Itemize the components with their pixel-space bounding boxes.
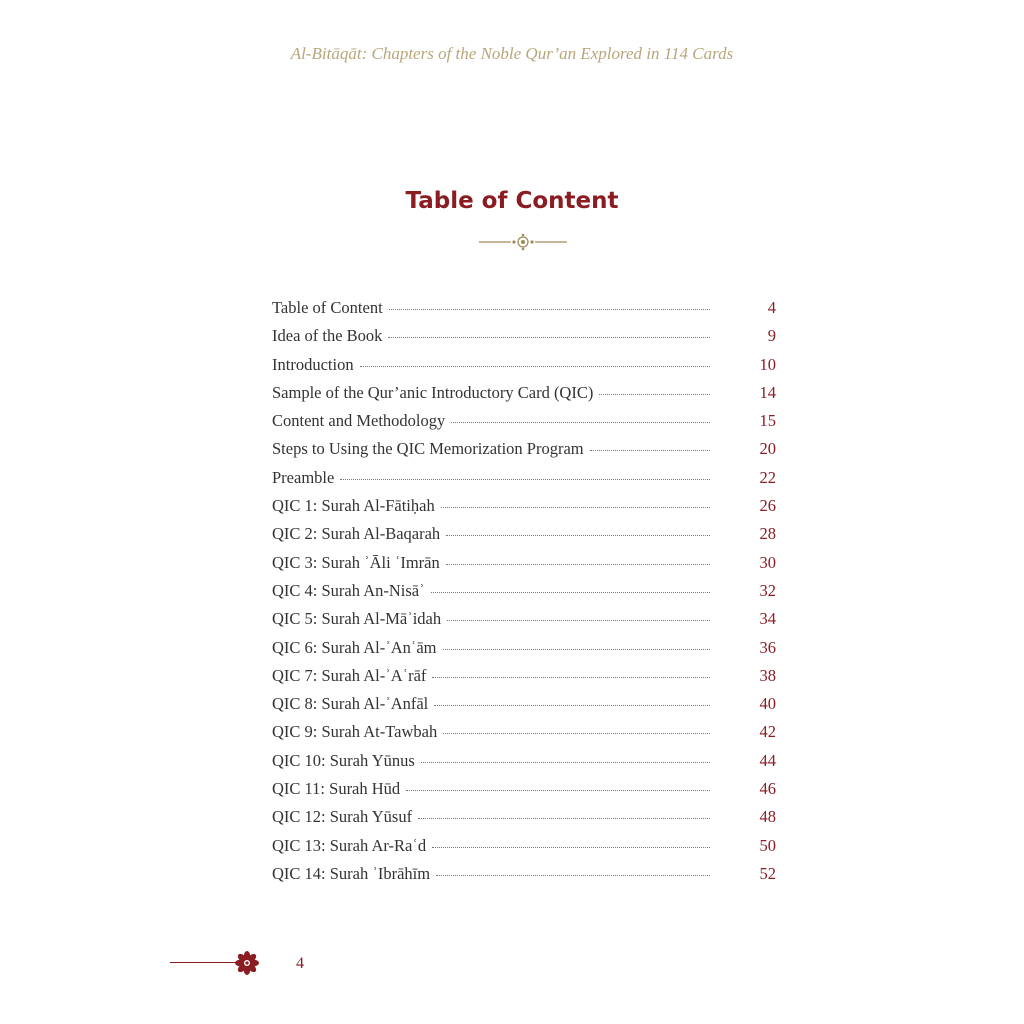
running-header: Al-Bitāqāt: Chapters of the Noble Qur’an Explored in 114 Cards [290, 44, 734, 63]
toc-entry-label: Steps to Using the QIC Memorization Program [272, 439, 584, 459]
toc-entry-page: 26 [759, 496, 776, 516]
toc-entry [272, 581, 776, 609]
toc-entry-label: QIC 1: Surah Al-Fātiḥah [272, 496, 435, 516]
toc-entry-page: 50 [759, 835, 776, 855]
toc-entry-page: 14 [759, 382, 776, 402]
toc-entry-label: QIC 14: Surah ʾIbrāhīm [272, 863, 431, 883]
toc-entry-page: 36 [759, 637, 776, 657]
toc-entry [272, 722, 776, 750]
toc-entry-label: QIC 11: Surah Hūd [272, 779, 401, 799]
toc-entry-label: QIC 3: Surah ʾĀli ʿImrān [272, 552, 440, 572]
toc-entry-page: 52 [759, 863, 776, 883]
dot-leader [447, 620, 710, 621]
dot-leader [418, 818, 710, 819]
dot-leader [443, 649, 710, 650]
toc-entry-page: 15 [759, 411, 776, 431]
toc-entry [272, 524, 776, 552]
toc-entry [272, 864, 776, 892]
dot-leader [443, 733, 710, 734]
toc-entry [272, 496, 776, 524]
dot-leader [446, 535, 710, 536]
toc-list [272, 298, 776, 892]
toc-entry-page: 20 [759, 439, 776, 459]
toc-entry [272, 411, 776, 439]
dot-leader [599, 394, 710, 395]
toc-entry [272, 383, 776, 411]
toc-entry-label: QIC 2: Surah Al-Baqarah [272, 524, 441, 544]
toc-entry [272, 609, 776, 637]
toc-entry [272, 326, 776, 354]
dot-leader [432, 847, 710, 848]
dot-leader [441, 507, 710, 508]
toc-entry [272, 553, 776, 581]
toc-entry-page: 40 [759, 694, 776, 714]
dot-leader [434, 705, 710, 706]
toc-entry-page: 44 [759, 750, 776, 770]
page-number: 4 [296, 955, 304, 972]
flower-ornament-icon [233, 949, 261, 977]
toc-entry [272, 779, 776, 807]
toc-entry-label: Introduction [272, 354, 354, 374]
toc-entry [272, 638, 776, 666]
toc-entry-label: Content and Methodology [272, 411, 446, 431]
toc-entry [272, 468, 776, 496]
toc-entry-label: QIC 4: Surah An-Nisāʾ [272, 580, 425, 600]
toc-entry [272, 807, 776, 835]
toc-entry-label: Table of Content [272, 298, 383, 317]
toc-entry-page: 38 [759, 665, 776, 685]
page-title: Table of Content [405, 188, 619, 214]
toc-entry-label: QIC 13: Surah Ar-Raʿd [272, 835, 427, 855]
dot-leader [421, 762, 710, 763]
toc-entry-page: 10 [759, 354, 776, 374]
toc-entry-page: 30 [759, 552, 776, 572]
toc-entry-page: 48 [759, 807, 776, 827]
toc-entry-page: 32 [759, 580, 776, 600]
toc-entry [272, 355, 776, 383]
toc-entry-label: QIC 6: Surah Al-ʾAnʿām [272, 637, 437, 657]
toc-entry [272, 666, 776, 694]
toc-entry-page: 28 [759, 524, 776, 544]
toc-entry [272, 694, 776, 722]
toc-entry-label: QIC 12: Surah Yūsuf [272, 807, 413, 827]
dot-leader [446, 564, 710, 565]
toc-entry-page: 42 [759, 722, 776, 742]
dot-leader [388, 337, 710, 338]
dot-leader [340, 479, 710, 480]
toc-entry-label: QIC 10: Surah Yūnus [272, 750, 415, 770]
toc-entry-label: QIC 5: Surah Al-Māʾidah [272, 609, 442, 629]
toc-entry-page: 34 [759, 609, 776, 629]
toc-entry [272, 298, 776, 326]
dot-leader [406, 790, 710, 791]
toc-entry [272, 751, 776, 779]
footer-rule [170, 962, 236, 963]
toc-entry-page: 9 [767, 326, 776, 346]
toc-entry [272, 439, 776, 467]
toc-entry-label: Idea of the Book [272, 326, 383, 346]
toc-entry-label: QIC 9: Surah At-Tawbah [272, 722, 438, 742]
toc-entry-page: 46 [759, 779, 776, 799]
dot-leader [431, 592, 710, 593]
dot-leader [590, 450, 710, 451]
dot-leader [432, 677, 710, 678]
dot-leader [436, 875, 710, 876]
toc-entry-page: 22 [759, 467, 776, 487]
divider-ornament-icon [477, 232, 569, 252]
toc-entry-label: QIC 8: Surah Al-ʾAnfāl [272, 694, 429, 714]
dot-leader [360, 366, 710, 367]
dot-leader [451, 422, 710, 423]
toc-entry-label: Preamble [272, 467, 335, 487]
dot-leader [389, 309, 710, 310]
toc-entry-label: QIC 7: Surah Al-ʾAʿrāf [272, 665, 427, 685]
toc-entry [272, 836, 776, 864]
toc-entry-label: Sample of the Qur’anic Introductory Card (QIC) [272, 382, 594, 402]
toc-entry-page: 4 [767, 298, 776, 317]
